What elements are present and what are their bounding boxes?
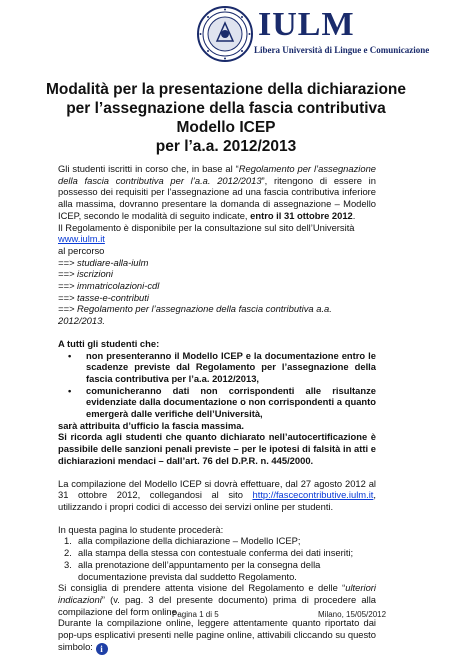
bullet-icon: •	[68, 384, 72, 396]
title-line-2: per l’assegnazione della fascia contributiva	[66, 100, 386, 117]
step-number: 2.	[64, 547, 72, 559]
list-item	[64, 547, 376, 559]
bullet-text: comunicheranno dati non corrispondenti alle risultanze evidenziate dalla documentazione o non corrispondenti a quanto emergerà dalle verifiche dell’Università,	[86, 384, 376, 420]
availability-text: Il Regolamento è disponibile per la consultazione sul sito dell’Università	[58, 221, 355, 233]
step-text: alla compilazione della dichiarazione – Modello ICEP;	[78, 535, 301, 547]
bullet-text: non presenteranno il Modello ICEP e la documentazione entro le scadenze previste dal Regolamento per l’assegnazione della fascia contributiva per l’a.a. 2012/2013,	[86, 349, 376, 384]
regulation-title: Regolamento per l’assegnazione della fascia contributiva per l’a.a. 2012/2013	[58, 163, 376, 186]
online-text-continued: , utilizzando i propri codici di accesso dei servizi online per studenti.	[58, 489, 376, 512]
advice-text: Si consiglia di prendere attenta visione del Regolamento e delle “	[58, 582, 346, 594]
intro-paragraph	[58, 163, 376, 222]
further-indications: ulteriori indicazioni	[58, 582, 376, 605]
advice-text-continued: ” (v. pag. 3 del presente documento) prima di procedere alla compilazione del form online.	[58, 593, 376, 617]
university-seal-icon	[196, 5, 254, 63]
deadline: entro il 31 ottobre 2012	[250, 209, 353, 221]
path-step: ==> Regolamento per l’assegnazione della fascia contributiva a.a. 2012/2013.	[58, 303, 332, 327]
popups-paragraph	[58, 617, 376, 654]
conditions-list	[58, 350, 376, 420]
brand-subtitle: Libera Università di Lingue e Comunicazione	[254, 45, 430, 55]
document-body	[58, 163, 376, 655]
path-intro: al percorso	[58, 244, 105, 256]
all-students-heading: A tutti gli studenti che:	[58, 337, 160, 349]
regulation-availability	[58, 222, 376, 245]
iulm-website-link[interactable]: www.iulm.it	[58, 233, 105, 245]
list-item	[64, 535, 376, 547]
step-text: alla prenotazione dell’appuntamento per la consegna della documentazione prevista dal suddetto Regolamento.	[78, 558, 321, 582]
info-icon: i	[96, 643, 108, 655]
list-item	[64, 558, 376, 582]
online-text: La compilazione del Modello ICEP si dovrà effettuare, dal 27 agosto 2012 al 31 ottobre 2012, collegandosi al sito	[58, 477, 376, 501]
path-step: ==> tasse-e-contributi	[58, 291, 149, 303]
iulm-logo	[196, 5, 430, 65]
step-number: 3.	[64, 558, 72, 570]
steps-list	[58, 535, 376, 582]
steps-intro: In questa pagina lo studente procederà:	[58, 523, 224, 535]
brand-name: IULM	[258, 6, 355, 43]
document-title	[30, 80, 422, 156]
title-line-3: Modello ICEP	[176, 119, 276, 136]
intro-period: .	[352, 209, 356, 221]
title-line-1: Modalità per la presentazione della dichiarazione	[45, 81, 407, 98]
penalty-warning: Si ricorda agli studenti che quanto dichiarato nell’autocertificazione è passibile delle sanzioni penali previste – per le ipotesi di falsità in atti e dichiarazioni mendaci – dall’art. 76 del D.P.R. n. 445/2000.	[58, 431, 376, 466]
online-paragraph	[58, 478, 376, 513]
path-step: ==> studiare-alla-iulm	[58, 256, 149, 268]
place-date: Milano, 15/05/2012	[318, 610, 387, 619]
page-number: Pagina 1 di 5	[172, 610, 219, 619]
maximum-band-notice: sarà attribuita d’ufficio la fascia massima.	[58, 419, 245, 431]
intro-text: Gli studenti iscritti in corso che, in base al “	[58, 163, 239, 174]
path-step: ==> iscrizioni	[58, 268, 113, 280]
fasce-contributive-link[interactable]: http://fascecontributive.iulm.it	[252, 489, 374, 501]
list-item	[68, 349, 376, 385]
path-step: ==> immatricolazioni-cdl	[58, 280, 160, 292]
list-item	[68, 384, 376, 420]
bullet-icon: •	[68, 349, 72, 361]
title-line-4: per l’a.a. 2012/2013	[155, 138, 297, 155]
intro-text-continued: ”, ritengono di essere in possesso dei requisiti per l’assegnazione ad una fascia contributiva inferiore alla massima, dovranno presentare la domanda di assegnazione – Modello ICEP, secondo le modalità di seguito indicate,	[58, 174, 376, 221]
popups-text: Durante la compilazione online, leggere attentamente quanto riportato dai pop-ups esplicativi presenti nelle pagine online, attivabili cliccando su questo simbolo:	[58, 617, 376, 652]
step-number: 1.	[64, 535, 72, 547]
step-text: alla stampa della stessa con contestuale conferma dei dati inseriti;	[78, 547, 354, 559]
